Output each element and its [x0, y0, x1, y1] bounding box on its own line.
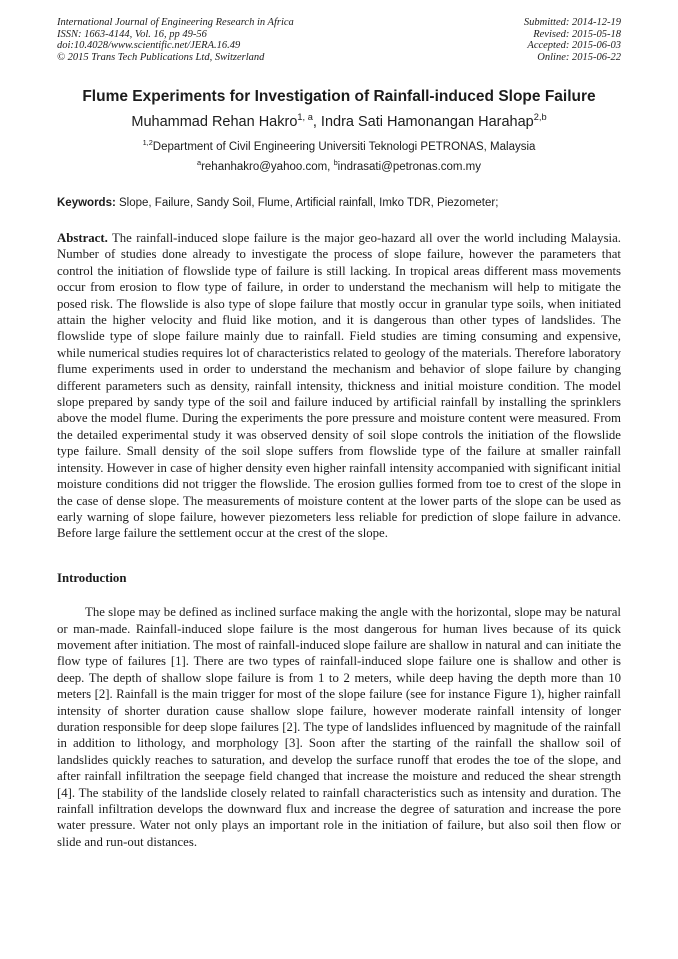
abstract-paragraph: [57, 230, 621, 542]
author-superscript-1: 1, a: [297, 112, 313, 123]
journal-name: International Journal of Engineering Research in Africa: [57, 17, 294, 28]
keywords-label: Keywords:: [57, 197, 116, 209]
abstract-label: Abstract.: [57, 231, 108, 245]
affiliation-line: [57, 140, 621, 154]
email-line: [57, 160, 621, 174]
affiliation-text: Department of Civil Engineering Universiti Teknologi PETRONAS, Malaysia: [152, 141, 536, 153]
author-name-2: Indra Sati Hamonangan Harahap: [320, 114, 534, 130]
affiliation-superscript: 1,2: [142, 138, 153, 148]
email-address-2: indrasati@petronas.com.my: [337, 161, 482, 173]
journal-doi: doi:10.4028/www.scientific.net/JERA.16.49: [57, 40, 241, 51]
journal-issn-volume: ISSN: 1663-4144, Vol. 16, pp 49-56: [57, 28, 207, 40]
submission-dates: [524, 17, 621, 63]
abstract-text: The rainfall-induced slope failure is the major geo-hazard all over the world including Malaysia. Number of studies done already to investigate the process of slope failure, however the parameters that control the initiation of flowslide type of failure is still lacking. In tropical areas different mass movements occur from erosion to flow type of failure, in order to understand the mechanism will help to mitigate the posed risk. The flowslide is also type of slope failure that mostly occur in granular type soils, when initiated attain the higher velocity and fluid like motion, and it is dangerous than other types of landslides. The flowslide type of slope failure mainly due to rainfall. Field studies are timing consuming and expensive, while numerical studies requires lot of characteristics related to geology of the materials. Therefore laboratory flume experiments used in order to understand the mechanism and behavior of slope failure by changing different parameters such as density, rainfall intensity, thickness and initial moisture condition. The model slope prepared by sandy type of the soil and failure induced by artificial rainfall by installing the sprinklers above the model flume. During the experiments the pore pressure and moisture content were measured. From the detailed experimental study it was observed density of soil slope controls the initiation of the flowslide type failure. Small density of the soil slope suffers from flowslide type of the failure at smaller rainfall intensity. However in case of higher density even higher rainfall intensity accompanied with significant initial moisture conditions did not trigger the flowslide. The erosion gullies formed from toe to crest of the slope in the case of dense slope. The measurements of moisture content at the lower parts of the slope can be used as early warning of slope failure, however piezometers less reliable for prediction of slope failure in advance. Before large failure the settlement occur at the crest of the slope.: [57, 231, 621, 541]
journal-header: [57, 17, 621, 63]
author-line: [57, 112, 621, 132]
paper-title: Flume Experiments for Investigation of Rainfall-induced Slope Failure: [82, 88, 596, 105]
journal-info: [57, 17, 294, 63]
accepted-date: Accepted: 2015-06-03: [527, 40, 621, 51]
submitted-date: Submitted: 2014-12-19: [523, 17, 621, 28]
keywords-line: [57, 196, 621, 210]
introduction-paragraph: The slope may be defined as inclined surface making the angle with the horizontal, slope may be natural or man-made. Rainfall-induced slope failure is the most dangerous for human lives because of its quick movement after initiation. The most of rainfall-induced slope failure are shallow in natural and can initiate the flow type of failures [1]. There are two types of rainfall-induced slope failure one is shallow and other is deep. The depth of shallow slope failure is from 1 to 2 meters, while deep having the depth more than 10 meters [2]. Rainfall is the main trigger for most of the slope failure (see for instance Figure 1), higher rainfall intensity of shorter duration cause shallow slope failure, however moderate rainfall intensity of longer duration responsible for deep slope failures [2]. The type of landslides influenced by magnitude of the rainfall in addition to lithology, and morphology [3]. Soon after the starting of the rainfall the shallow soil of landslides quickly reaches to saturation, and develop the surface runoff that erodes the toe of the slope, and after rainfall infiltration the seepage field changed that increase the moisture and reduced the shear strength [4]. The stability of the landslide closely related to rainfall characteristics such as intensity and duration. The rainfall infiltration develops the downward flux and increase the degree of saturation and increase the pore water pressure. Water not only plays an important role in the initiation of failure, but also soil then flow or slide and run-out distances.: [57, 605, 621, 849]
revised-date: Revised: 2015-05-18: [533, 28, 621, 40]
email-superscript-1: a: [196, 158, 202, 168]
author-separator: ,: [312, 114, 321, 130]
online-date: Online: 2015-06-22: [537, 51, 621, 63]
journal-copyright: © 2015 Trans Tech Publications Ltd, Switzerland: [57, 51, 265, 63]
introduction-heading: Introduction: [57, 570, 127, 585]
author-name-1: Muhammad Rehan Hakro: [131, 114, 298, 130]
email-address-1: rehanhakro@yahoo.com,: [201, 161, 334, 173]
author-superscript-2: 2,b: [533, 112, 547, 123]
email-superscript-2: b: [333, 158, 338, 168]
keywords-text: Slope, Failure, Sandy Soil, Flume, Artificial rainfall, Imko TDR, Piezometer;: [115, 197, 499, 209]
